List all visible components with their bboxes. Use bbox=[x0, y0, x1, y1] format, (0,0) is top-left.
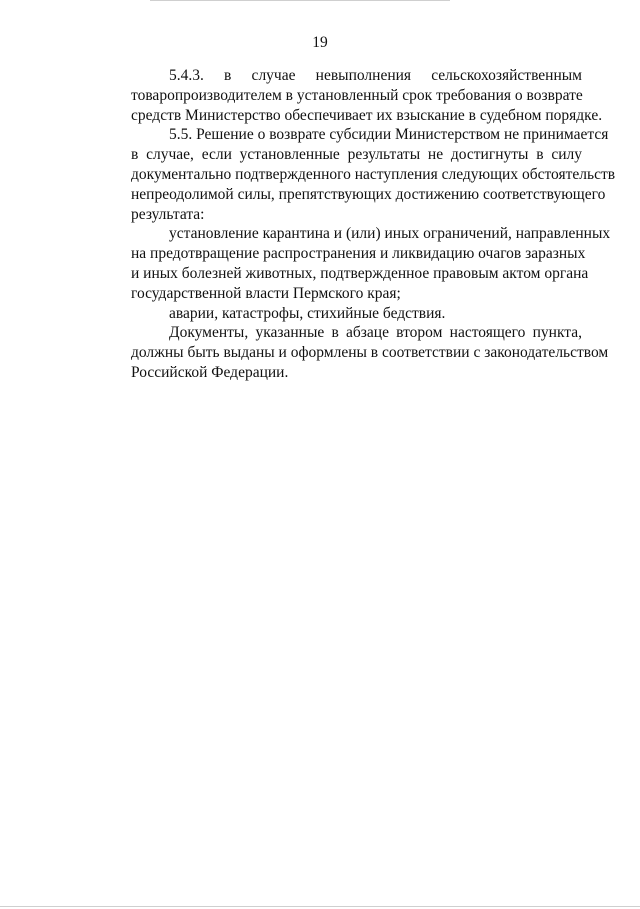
scan-artifact-bottom bbox=[0, 906, 640, 907]
text-line: Российской Федерации. bbox=[131, 363, 289, 381]
text-line: на предотвращение распространения и ликвидацию очагов заразных bbox=[131, 245, 586, 263]
text-line: в случае, если установленные результаты не достигнуты в силу bbox=[131, 146, 582, 164]
paragraph-quarantine bbox=[93, 224, 611, 303]
text-line: государственной власти Пермского края; bbox=[131, 284, 401, 302]
text-line: непреодолимой силы, препятствующих достижению соответствующего bbox=[131, 185, 606, 203]
text-line: и иных болезней животных, подтвержденное правовым актом органа bbox=[131, 264, 589, 282]
paragraph-disasters bbox=[93, 304, 582, 324]
text-line: 5.4.3. в случае невыполнения сельскохозяйственным bbox=[169, 67, 582, 84]
text-line: аварии, катастрофы, стихийные бедствия. bbox=[169, 304, 446, 322]
paragraph-5-4-3 bbox=[93, 66, 603, 125]
paragraph-5-5 bbox=[93, 125, 616, 224]
paragraph-documents bbox=[93, 323, 609, 382]
text-line: документально подтвержденного наступления следующих обстоятельств bbox=[131, 165, 616, 183]
text-line: средств Министерство обеспечивает их взыскание в судебном порядке. bbox=[131, 106, 603, 124]
scan-artifact-top bbox=[150, 0, 450, 1]
text-line: Документы, указанные в абзаце втором настоящего пункта, bbox=[169, 324, 582, 342]
text-line: 5.5. Решение о возврате субсидии Министерством не принимается bbox=[169, 126, 609, 144]
text-line: результата: bbox=[131, 205, 205, 223]
text-line: установление карантина и (или) иных ограничений, направленных bbox=[169, 225, 611, 243]
text-line: должны быть выданы и оформлены в соответствии с законодательством bbox=[131, 344, 609, 362]
page-number: 19 bbox=[312, 34, 328, 51]
document-body bbox=[93, 66, 616, 383]
text-line: товаропроизводителем в установленный срок требования о возврате bbox=[131, 86, 583, 104]
